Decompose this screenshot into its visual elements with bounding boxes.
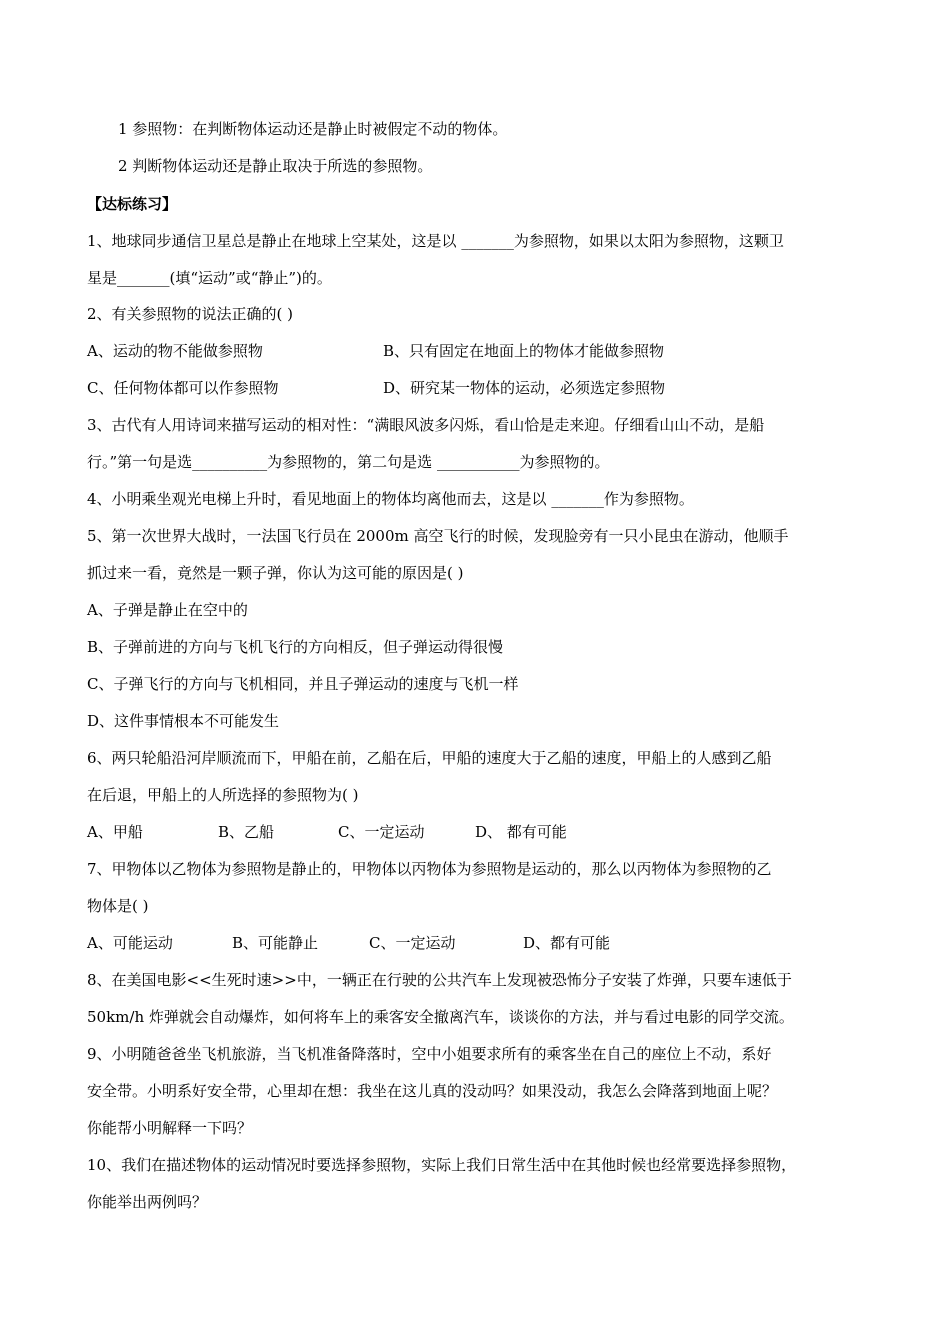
q5-option-c: C、子弹飞行的方向与飞机相同，并且子弹运动的速度与飞机一样 (87, 675, 519, 693)
q5-option-b: B、子弹前进的方向与飞机飞行的方向相反，但子弹运动得很慢 (87, 638, 504, 656)
q5-option-a: A、子弹是静止在空中的 (87, 601, 248, 619)
q6-line-2: 在后退，甲船上的人所选择的参照物为( ) (87, 786, 359, 804)
q9-line-1: 9、小明随爸爸坐飞机旅游，当飞机准备降落时，空中小姐要求所有的乘客坐在自己的座位上不动，系好 (87, 1045, 772, 1063)
q7-line-1: 7、甲物体以乙物体为参照物是静止的，甲物体以丙物体为参照物是运动的，那么以丙物体为参照物的乙 (87, 860, 772, 878)
q7-option-a: A、可能运动 (87, 934, 173, 952)
q2-option-c: C、任何物体都可以作参照物 (87, 379, 279, 397)
q3-line-1: 3、古代有人用诗词来描写运动的相对性：“满眼风波多闪烁，看山恰是走来迎。仔细看山山不动，是船 (87, 416, 765, 434)
q7-option-c: C、一定运动 (369, 934, 456, 952)
q6-option-c: C、一定运动 (338, 823, 425, 841)
q7-option-d: D、都有可能 (523, 934, 611, 952)
q5-line-2: 抓过来一看，竟然是一颗子弹，你认为这可能的原因是( ) (87, 564, 464, 582)
q10-line-1: 10、我们在描述物体的运动情况时要选择参照物，实际上我们日常生活中在其他时候也经常要选择参照物， (87, 1156, 797, 1174)
q3-line-2: 行。”第一句是选__________为参照物的，第二句是选 ___________为参照物的。 (87, 453, 610, 471)
point-1: 1 参照物：在判断物体运动还是静止时被假定不动的物体。 (118, 120, 508, 138)
q5-option-d: D、这件事情根本不可能发生 (87, 712, 280, 730)
q7-option-b: B、可能静止 (232, 934, 319, 952)
q6-line-1: 6、两只轮船沿河岸顺流而下，甲船在前，乙船在后，甲船的速度大于乙船的速度，甲船上的人感到乙船 (87, 749, 772, 767)
q2-option-b: B、只有固定在地面上的物体才能做参照物 (383, 342, 665, 360)
q5-line-1: 5、第一次世界大战时，一法国飞行员在 2000m 高空飞行的时候，发现脸旁有一只小昆虫在游动，他顺手 (87, 527, 789, 545)
q7-line-2: 物体是( ) (87, 897, 149, 915)
q8-line-1: 8、在美国电影<<生死时速>>中，一辆正在行驶的公共汽车上发现被恐怖分子安装了炸弹，只要车速低于 (87, 971, 792, 989)
q6-option-b: B、乙船 (218, 823, 275, 841)
q1-line-2: 星是_______(填“运动”或“静止”)的。 (87, 269, 332, 287)
q6-option-a: A、甲船 (87, 823, 143, 841)
point-2: 2 判断物体运动还是静止取决于所选的参照物。 (118, 157, 433, 175)
q8-line-2: 50km/h 炸弹就会自动爆炸，如何将车上的乘客安全撤离汽车，谈谈你的方法，并与看过电影的同学交流。 (87, 1008, 794, 1026)
q10-line-2: 你能举出两例吗？ (87, 1193, 208, 1211)
q9-line-2: 安全带。小明系好安全带，心里却在想：我坐在这儿真的没动吗？如果没动，我怎么会降落到地面上呢？ (87, 1082, 778, 1100)
q2-option-a: A、运动的物不能做参照物 (87, 342, 263, 360)
q2-option-d: D、研究某一物体的运动，必须选定参照物 (383, 379, 666, 397)
section-heading: 【达标练习】 (87, 195, 178, 213)
q6-option-d: D、 都有可能 (475, 823, 567, 841)
q9-line-3: 你能帮小明解释一下吗？ (87, 1119, 253, 1137)
q4: 4、小明乘坐观光电梯上升时，看见地面上的物体均离他而去，这是以 _______作为参照物。 (87, 490, 694, 508)
q2-stem: 2、有关参照物的说法正确的( ) (87, 305, 294, 323)
q1-line-1: 1、地球同步通信卫星总是静止在地球上空某处，这是以 _______为参照物，如果以太阳为参照物，这颗卫 (87, 232, 784, 250)
